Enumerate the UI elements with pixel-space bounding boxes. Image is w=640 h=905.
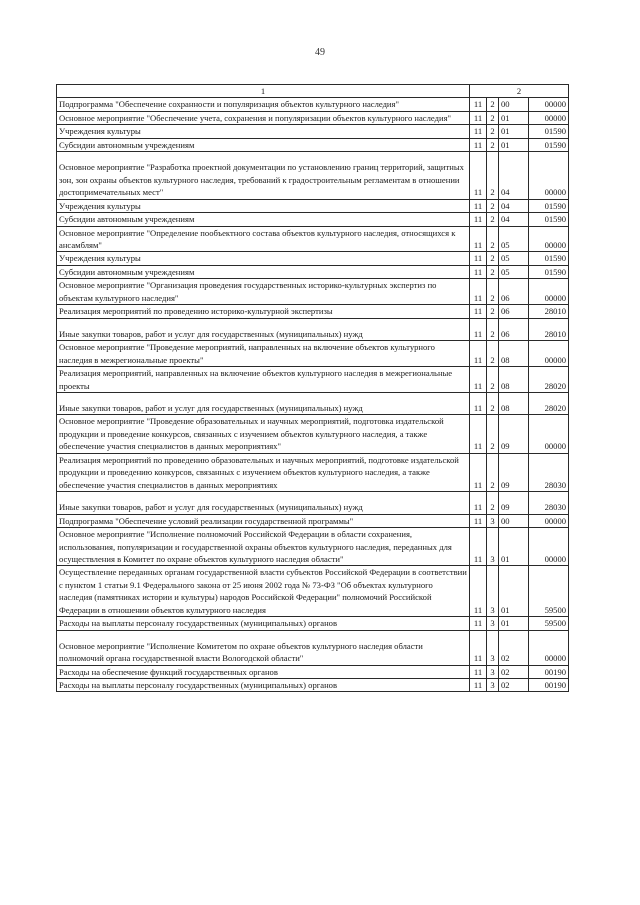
row-code-d-cell: 00000 (529, 341, 569, 367)
row-code-b-cell: 3 (487, 566, 499, 617)
table-row (57, 392, 569, 414)
row-code-c-cell: 05 (499, 226, 529, 252)
row-code-d-cell: 28030 (529, 453, 569, 491)
row-name-cell: Основное мероприятие "Определение пообъектного состава объектов культурного наследия, относящихся к ансамблям" (57, 226, 470, 252)
row-code-d-cell: 28020 (529, 367, 569, 393)
row-code-d-cell: 01590 (529, 213, 569, 226)
row-code-c-cell: 05 (499, 265, 529, 278)
row-code-c-cell: 00 (499, 514, 529, 527)
row-code-d-cell: 00000 (529, 514, 569, 527)
table-row (57, 213, 569, 226)
row-code-b-cell: 2 (487, 415, 499, 453)
row-code-a-cell: 11 (470, 630, 487, 665)
row-code-d-cell: 01590 (529, 252, 569, 265)
table-row (57, 566, 569, 617)
row-name-cell: Реализация мероприятий, направленных на включение объектов культурного наследия в межрегиональные проекты (57, 367, 470, 393)
row-code-c-cell: 09 (499, 453, 529, 491)
row-code-a-cell: 11 (470, 138, 487, 151)
table-row (57, 617, 569, 630)
row-code-a-cell: 11 (470, 665, 487, 678)
row-code-d-cell: 00000 (529, 415, 569, 453)
row-code-d-cell: 00000 (529, 226, 569, 252)
row-name-cell: Реализация мероприятий по проведению образовательных и научных мероприятий, подготовке издательской продукции и проведению конкурсов, связанных с изучением объектов культурного наследия, а также обеспечение участия специалистов в данных мероприятиях (57, 453, 470, 491)
table-row (57, 453, 569, 491)
row-name-cell: Основное мероприятие "Исполнение Комитетом по охране объектов культурного наследия области полномочий органа государственной власти Вологодской области" (57, 630, 470, 665)
table-row (57, 514, 569, 527)
row-code-b-cell: 2 (487, 252, 499, 265)
row-name-cell: Подпрограмма "Обеспечение условий реализации государственной программы" (57, 514, 470, 527)
row-code-b-cell: 3 (487, 528, 499, 566)
table-row (57, 665, 569, 678)
row-code-a-cell: 11 (470, 279, 487, 305)
table-row (57, 265, 569, 278)
row-code-d-cell: 00190 (529, 665, 569, 678)
table-row (57, 341, 569, 367)
row-code-d-cell: 01590 (529, 125, 569, 138)
row-code-d-cell: 00000 (529, 279, 569, 305)
row-name-cell: Расходы на выплаты персоналу государственных (муниципальных) органов (57, 679, 470, 692)
table-row (57, 199, 569, 212)
row-code-c-cell: 05 (499, 252, 529, 265)
row-code-d-cell: 28010 (529, 318, 569, 340)
row-code-d-cell: 00190 (529, 679, 569, 692)
table-row (57, 279, 569, 305)
row-code-b-cell: 2 (487, 453, 499, 491)
row-name-cell: Основное мероприятие "Организация проведения государственных историко-культурных экспертиз по объектам культурного наследия" (57, 279, 470, 305)
row-name-cell: Осуществление переданных органам государственной власти субъектов Российской Федерации в соответствии с пунктом 1 статьи 9.1 Федерального закона от 25 июня 2002 года № 73-ФЗ "Об объектах культурного наследия (памятниках истории и культуры) народов Российской Федерации" полномочий Российской Федерации в отношении объектов культурного наследия (57, 566, 470, 617)
row-code-b-cell: 2 (487, 98, 499, 111)
row-name-cell: Субсидии автономным учреждениям (57, 138, 470, 151)
row-code-c-cell: 08 (499, 341, 529, 367)
row-code-b-cell: 2 (487, 265, 499, 278)
row-name-cell: Иные закупки товаров, работ и услуг для государственных (муниципальных) нужд (57, 492, 470, 514)
row-code-a-cell: 11 (470, 415, 487, 453)
budget-classification-table (56, 84, 569, 692)
row-code-c-cell: 02 (499, 665, 529, 678)
row-code-d-cell: 00000 (529, 98, 569, 111)
row-code-b-cell: 3 (487, 514, 499, 527)
row-code-a-cell: 11 (470, 265, 487, 278)
row-code-c-cell: 04 (499, 213, 529, 226)
row-code-b-cell: 2 (487, 305, 499, 318)
row-code-b-cell: 2 (487, 111, 499, 124)
row-code-c-cell: 02 (499, 679, 529, 692)
row-code-c-cell: 09 (499, 492, 529, 514)
row-code-c-cell: 01 (499, 125, 529, 138)
row-name-cell: Учреждения культуры (57, 199, 470, 212)
row-name-cell: Субсидии автономным учреждениям (57, 265, 470, 278)
row-code-b-cell: 2 (487, 226, 499, 252)
row-code-d-cell: 28030 (529, 492, 569, 514)
row-code-a-cell: 11 (470, 453, 487, 491)
row-code-d-cell: 00000 (529, 111, 569, 124)
row-code-b-cell: 2 (487, 138, 499, 151)
row-code-c-cell: 04 (499, 199, 529, 212)
row-code-c-cell: 09 (499, 415, 529, 453)
row-code-d-cell: 01590 (529, 138, 569, 151)
row-code-a-cell: 11 (470, 226, 487, 252)
row-code-d-cell: 28010 (529, 305, 569, 318)
row-code-a-cell: 11 (470, 305, 487, 318)
row-name-cell: Основное мероприятие "Исполнение полномочий Российской Федерации в области сохранения, использования, популяризации и государственной охраны объектов культурного наследия, переданных для осуществления в Комитет по охране объектов культурного наследия области" (57, 528, 470, 566)
row-code-b-cell: 3 (487, 630, 499, 665)
row-name-cell: Основное мероприятие "Обеспечение учета, сохранения и популяризации объектов культурного наследия" (57, 111, 470, 124)
row-name-cell: Основное мероприятие "Проведение образовательных и научных мероприятий, подготовка издательской продукции и проведение конкурсов, связанных с изучением объектов культурного наследия, а также обеспечение участия специалистов в данных мероприятиях" (57, 415, 470, 453)
row-code-c-cell: 04 (499, 152, 529, 199)
table-row (57, 125, 569, 138)
row-code-a-cell: 11 (470, 367, 487, 393)
row-code-b-cell: 2 (487, 213, 499, 226)
row-code-c-cell: 02 (499, 630, 529, 665)
row-code-a-cell: 11 (470, 617, 487, 630)
row-code-a-cell: 11 (470, 199, 487, 212)
row-code-c-cell: 00 (499, 98, 529, 111)
row-code-d-cell: 01590 (529, 265, 569, 278)
table-row (57, 305, 569, 318)
row-name-cell: Реализация мероприятий по проведению историко-культурной экспертизы (57, 305, 470, 318)
row-name-cell: Учреждения культуры (57, 125, 470, 138)
row-code-b-cell: 2 (487, 318, 499, 340)
row-name-cell: Расходы на выплаты персоналу государственных (муниципальных) органов (57, 617, 470, 630)
row-code-a-cell: 11 (470, 492, 487, 514)
row-code-d-cell: 00000 (529, 528, 569, 566)
row-name-cell: Учреждения культуры (57, 252, 470, 265)
row-code-b-cell: 2 (487, 492, 499, 514)
row-code-c-cell: 06 (499, 279, 529, 305)
row-code-c-cell: 08 (499, 367, 529, 393)
row-code-b-cell: 2 (487, 341, 499, 367)
page-number: 49 (315, 47, 325, 58)
table-row (57, 138, 569, 151)
table-row (57, 367, 569, 393)
row-code-b-cell: 3 (487, 617, 499, 630)
row-code-d-cell: 28020 (529, 392, 569, 414)
table-row (57, 415, 569, 453)
row-code-d-cell: 01590 (529, 199, 569, 212)
row-code-d-cell: 00000 (529, 630, 569, 665)
row-code-a-cell: 11 (470, 392, 487, 414)
row-code-c-cell: 06 (499, 305, 529, 318)
table-row (57, 152, 569, 199)
row-code-b-cell: 2 (487, 279, 499, 305)
table-row (57, 318, 569, 340)
row-name-cell: Основное мероприятие "Проведение мероприятий, направленных на включение объектов культурного наследия в межрегиональные проекты" (57, 341, 470, 367)
table-row (57, 630, 569, 665)
row-code-a-cell: 11 (470, 125, 487, 138)
row-code-c-cell: 01 (499, 138, 529, 151)
table-row (57, 528, 569, 566)
row-code-a-cell: 11 (470, 514, 487, 527)
row-code-d-cell: 59500 (529, 566, 569, 617)
row-code-a-cell: 11 (470, 152, 487, 199)
row-code-c-cell: 01 (499, 528, 529, 566)
row-code-a-cell: 11 (470, 213, 487, 226)
row-code-a-cell: 11 (470, 98, 487, 111)
row-code-a-cell: 11 (470, 566, 487, 617)
table-row (57, 252, 569, 265)
row-code-b-cell: 3 (487, 679, 499, 692)
header-column-1: 1 (57, 85, 470, 98)
table-row (57, 492, 569, 514)
row-code-a-cell: 11 (470, 318, 487, 340)
table-row (57, 679, 569, 692)
row-name-cell: Иные закупки товаров, работ и услуг для государственных (муниципальных) нужд (57, 318, 470, 340)
row-code-b-cell: 3 (487, 665, 499, 678)
row-code-b-cell: 2 (487, 199, 499, 212)
row-code-b-cell: 2 (487, 392, 499, 414)
row-code-d-cell: 59500 (529, 617, 569, 630)
table-row (57, 226, 569, 252)
table-header-row (57, 85, 569, 98)
row-code-a-cell: 11 (470, 679, 487, 692)
row-code-c-cell: 01 (499, 566, 529, 617)
row-code-b-cell: 2 (487, 125, 499, 138)
row-code-a-cell: 11 (470, 252, 487, 265)
row-code-c-cell: 08 (499, 392, 529, 414)
header-column-2: 2 (470, 85, 569, 98)
row-code-d-cell: 00000 (529, 152, 569, 199)
table-row (57, 111, 569, 124)
row-code-c-cell: 01 (499, 111, 529, 124)
row-name-cell: Расходы на обеспечение функций государственных органов (57, 665, 470, 678)
row-code-c-cell: 06 (499, 318, 529, 340)
row-code-c-cell: 01 (499, 617, 529, 630)
row-name-cell: Субсидии автономным учреждениям (57, 213, 470, 226)
row-code-b-cell: 2 (487, 367, 499, 393)
row-code-a-cell: 11 (470, 528, 487, 566)
row-name-cell: Основное мероприятие "Разработка проектной документации по установлению границ территорий, защитных зон, зон охраны объектов культурного наследия, требований к градостроительным регламентам в отношении достопримечательных мест" (57, 152, 470, 199)
row-code-a-cell: 11 (470, 111, 487, 124)
row-code-b-cell: 2 (487, 152, 499, 199)
table-row (57, 98, 569, 111)
row-code-a-cell: 11 (470, 341, 487, 367)
row-name-cell: Иные закупки товаров, работ и услуг для государственных (муниципальных) нужд (57, 392, 470, 414)
row-name-cell: Подпрограмма "Обеспечение сохранности и популяризация объектов культурного наследия" (57, 98, 470, 111)
